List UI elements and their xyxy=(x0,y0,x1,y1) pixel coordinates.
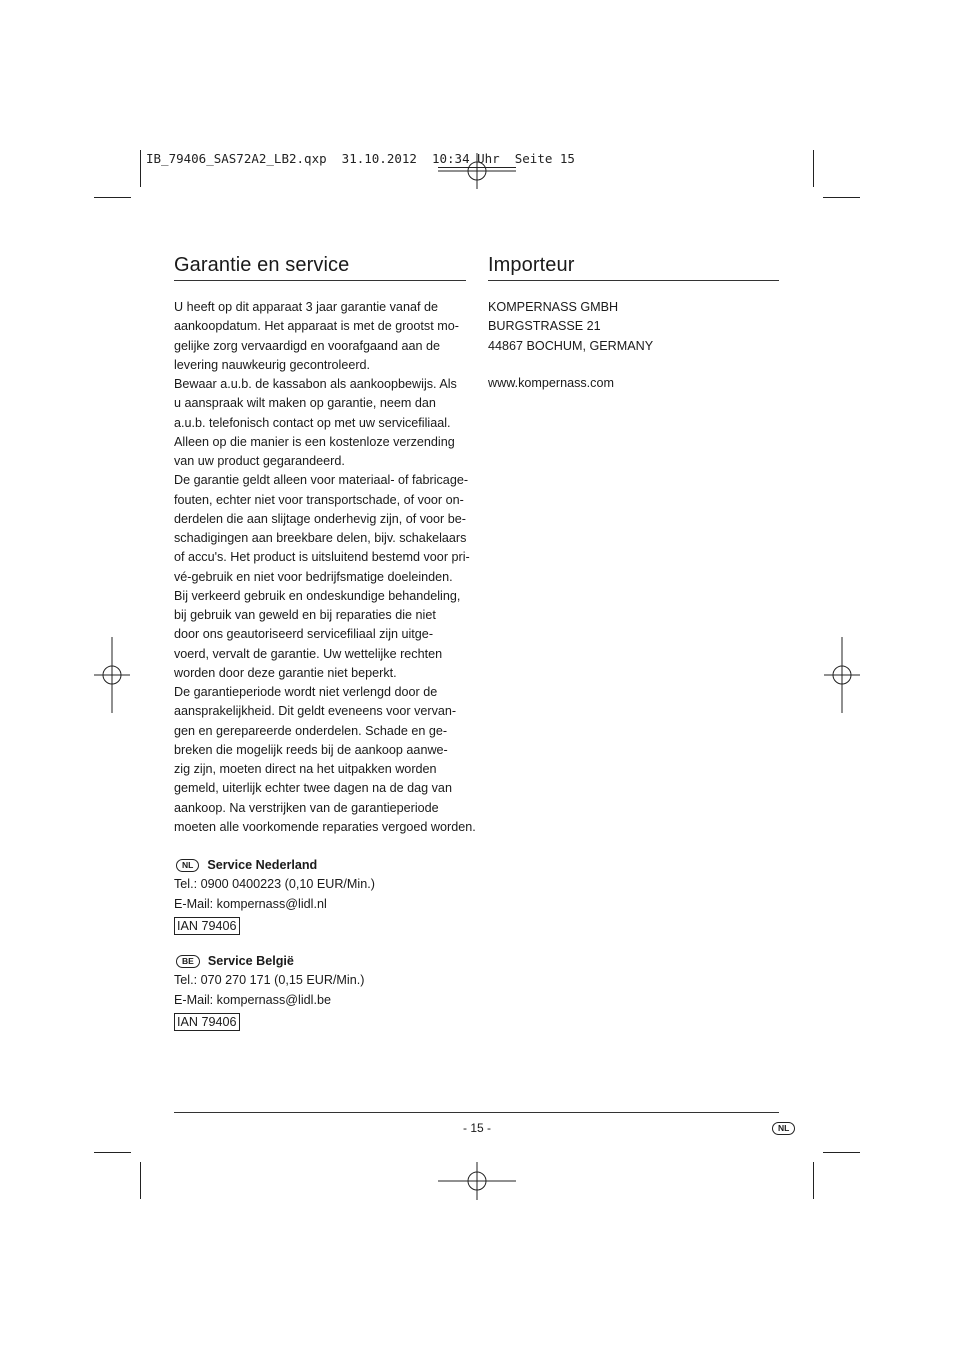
importer-address xyxy=(488,298,779,356)
importer-website: www.kompernass.com xyxy=(488,375,614,390)
warranty-text-line: schadigingen aan breekbare delen, bijv. schakelaars xyxy=(174,531,467,545)
crop-mark-bottom-left-h xyxy=(94,1152,131,1153)
service-nl-ian-box: IAN 79406 xyxy=(174,917,240,935)
service-be-email: E-Mail: kompernass@lidl.be xyxy=(174,992,331,1007)
service-be-ian-box: IAN 79406 xyxy=(174,1013,240,1031)
registration-mark-bottom xyxy=(438,1162,516,1200)
warranty-text-line: De garantieperiode wordt niet verlengd door de xyxy=(174,685,438,699)
warranty-text-line: worden door deze garantie niet beperkt. xyxy=(174,665,397,680)
service-be-title-row xyxy=(174,952,364,971)
registration-mark-top xyxy=(438,153,516,189)
warranty-text-line: van uw product gegarandeerd. xyxy=(174,454,345,468)
service-be-title: Service België xyxy=(207,954,294,968)
warranty-text-line: Alleen op die manier is een kostenloze verzending xyxy=(174,434,455,449)
importer-address-line: 44867 BOCHUM, GERMANY xyxy=(488,338,654,353)
warranty-column xyxy=(174,254,476,837)
warranty-heading: Garantie en service xyxy=(174,254,466,281)
warranty-text-line: derdelen die aan slijtage onderhevig zijn, of voor be- xyxy=(174,511,466,526)
warranty-text-line: u aanspraak wilt maken op garantie, neem dan xyxy=(174,396,436,411)
warranty-text-line: bij gebruik van geweld en bij reparaties die niet xyxy=(174,608,436,622)
warranty-text-line: door ons geautoriseerd servicefiliaal zijn uitge- xyxy=(174,627,434,642)
warranty-text-line: gelijke zorg vervaardigd en voorafgaand aan de xyxy=(174,338,441,353)
warranty-text-line: vé-gebruik en niet voor bedrijfsmatige doeleinden. xyxy=(174,569,453,584)
be-flag-badge: BE xyxy=(176,955,200,968)
footer-rule xyxy=(174,1112,779,1113)
service-nl-email: E-Mail: kompernass@lidl.nl xyxy=(174,896,327,911)
warranty-text-line: zig zijn, moeten direct na het uitpakken worden xyxy=(174,762,437,776)
warranty-text-line: moeten alle voorkomende reparaties vergoed worden. xyxy=(174,819,476,834)
warranty-text-line: gen en gerepareerde onderdelen. Schade en ge- xyxy=(174,723,448,738)
crop-mark-bottom-left-v xyxy=(140,1162,141,1199)
importer-address-line: KOMPERNASS GMBH xyxy=(488,300,619,314)
service-nl-title-row xyxy=(174,856,375,875)
page-number: - 15 - xyxy=(462,1121,491,1135)
nl-flag-badge: NL xyxy=(176,859,199,872)
warranty-text xyxy=(174,298,476,837)
warranty-text-line: voerd, vervalt de garantie. Uw wettelijke rechten xyxy=(174,646,443,661)
service-belgium xyxy=(174,952,364,1032)
warranty-text-line: Bij verkeerd gebruik en ondeskundige behandeling, xyxy=(174,588,461,603)
service-be-phone: Tel.: 070 270 171 (0,15 EUR/Min.) xyxy=(174,973,365,988)
registration-mark-right xyxy=(824,637,860,713)
warranty-text-line: aansprakelijkheid. Dit geldt eveneens voor vervan- xyxy=(174,704,457,719)
importer-heading: Importeur xyxy=(488,254,779,281)
warranty-text-line: aankoop. Na verstrijken van de garantieperiode xyxy=(174,800,439,815)
warranty-text-line: U heeft op dit apparaat 3 jaar garantie vanaf de xyxy=(174,300,438,314)
registration-mark-left xyxy=(94,637,130,713)
print-slug-line: IB_79406_SAS72A2_LB2.qxp 31.10.2012 10:34 Uhr Seite 15 xyxy=(146,151,575,166)
crop-mark-bottom-right-v xyxy=(813,1162,814,1199)
warranty-text-line: a.u.b. telefonisch contact op met uw servicefiliaal. xyxy=(174,415,451,430)
footer-language-badge: NL xyxy=(772,1122,795,1135)
warranty-text-line: gemeld, uiterlijk echter twee dagen na de dag van xyxy=(174,781,452,796)
crop-mark-top-right-h xyxy=(823,197,860,198)
importer-address-line: BURGSTRASSE 21 xyxy=(488,319,601,334)
service-netherlands xyxy=(174,856,375,936)
warranty-text-line: Bewaar a.u.b. de kassabon als aankoopbewijs. Als xyxy=(174,377,457,391)
crop-mark-top-left-h xyxy=(94,197,131,198)
warranty-text-line: breken die mogelijk reeds bij de aankoop aanwe- xyxy=(174,742,448,757)
service-nl-phone: Tel.: 0900 0400223 (0,10 EUR/Min.) xyxy=(174,877,375,892)
warranty-text-line: De garantie geldt alleen voor materiaal- of fabricage- xyxy=(174,473,469,488)
importer-column xyxy=(488,254,779,390)
service-nl-title: Service Nederland xyxy=(207,858,318,872)
warranty-text-line: aankoopdatum. Het apparaat is met de grootst mo- xyxy=(174,319,459,334)
warranty-text-line: levering nauwkeurig gecontroleerd. xyxy=(174,357,371,372)
warranty-text-line: of accu's. Het product is uitsluitend bestemd voor pri- xyxy=(174,550,470,565)
warranty-text-line: fouten, echter niet voor transportschade, of voor on- xyxy=(174,492,464,507)
crop-mark-top-left-v xyxy=(140,150,141,187)
crop-mark-top-right-v xyxy=(813,150,814,187)
crop-mark-bottom-right-h xyxy=(823,1152,860,1153)
